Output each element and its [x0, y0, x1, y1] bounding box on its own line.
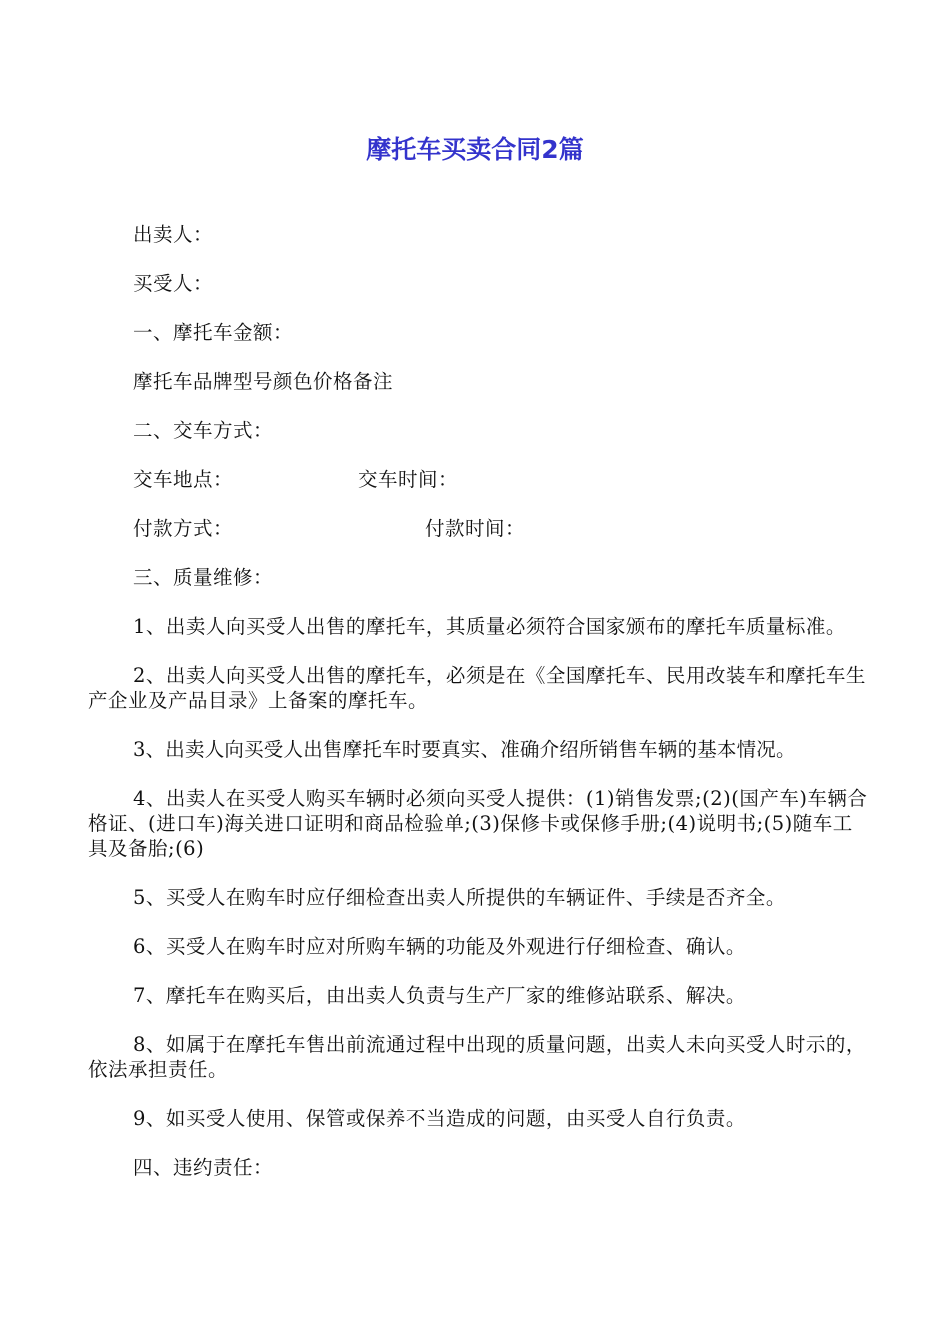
seller-label: 出卖人：	[133, 223, 214, 246]
table-header-text: 摩托车品牌型号颜色价格备注	[133, 370, 394, 393]
section-heading-delivery: 二、交车方式：	[133, 419, 274, 442]
clause-item-9: 9、如买受人使用、保管或保养不当造成的问题，由买受人自行负责。	[133, 1107, 746, 1130]
clause-item-7: 7、摩托车在购买后，由出卖人负责与生产厂家的维修站联系、解决。	[133, 984, 746, 1007]
clause-item-3: 3、出卖人向买受人出售摩托车时要真实、准确介绍所销售车辆的基本情况。	[133, 738, 796, 761]
clause-item-2: 2、出卖人向买受人出售的摩托车，必须是在《全国摩托车、民用改装车和摩托车生产企业及产品目录》上备案的摩托车。	[88, 664, 866, 712]
clause-item-8: 8、如属于在摩托车售出前流通过程中出现的质量问题，出卖人未向买受人时示的，依法承担责任。	[88, 1033, 866, 1081]
clause-item-4: 4、出卖人在买受人购买车辆时必须向买受人提供：(1)销售发票;(2)(国产车)车辆合格证、(进口车)海关进口证明和商品检验单;(3)保修卡或保修手册;(4)说明书;(5)随车工具及备胎;(6)	[88, 787, 868, 860]
document-title: 摩托车买卖合同2篇	[366, 135, 584, 164]
payment-method-label: 付款方式：	[133, 517, 234, 540]
buyer-label: 买受人：	[133, 272, 214, 295]
delivery-time-label: 交车时间：	[358, 468, 459, 491]
section-heading-amount: 一、摩托车金额：	[133, 321, 294, 344]
section-heading-liability: 四、违约责任：	[133, 1156, 274, 1179]
delivery-place-label: 交车地点：	[133, 468, 234, 491]
section-heading-quality: 三、质量维修：	[133, 566, 274, 589]
clause-item-6: 6、买受人在购车时应对所购车辆的功能及外观进行仔细检查、确认。	[133, 935, 746, 958]
payment-line	[88, 516, 868, 541]
document-body	[88, 222, 868, 1204]
clause-item-5: 5、买受人在购车时应仔细检查出卖人所提供的车辆证件、手续是否齐全。	[133, 886, 786, 909]
clause-item-1: 1、出卖人向买受人出售的摩托车，其质量必须符合国家颁布的摩托车质量标准。	[133, 615, 846, 638]
payment-time-label: 付款时间：	[425, 517, 526, 540]
delivery-line	[88, 467, 868, 492]
